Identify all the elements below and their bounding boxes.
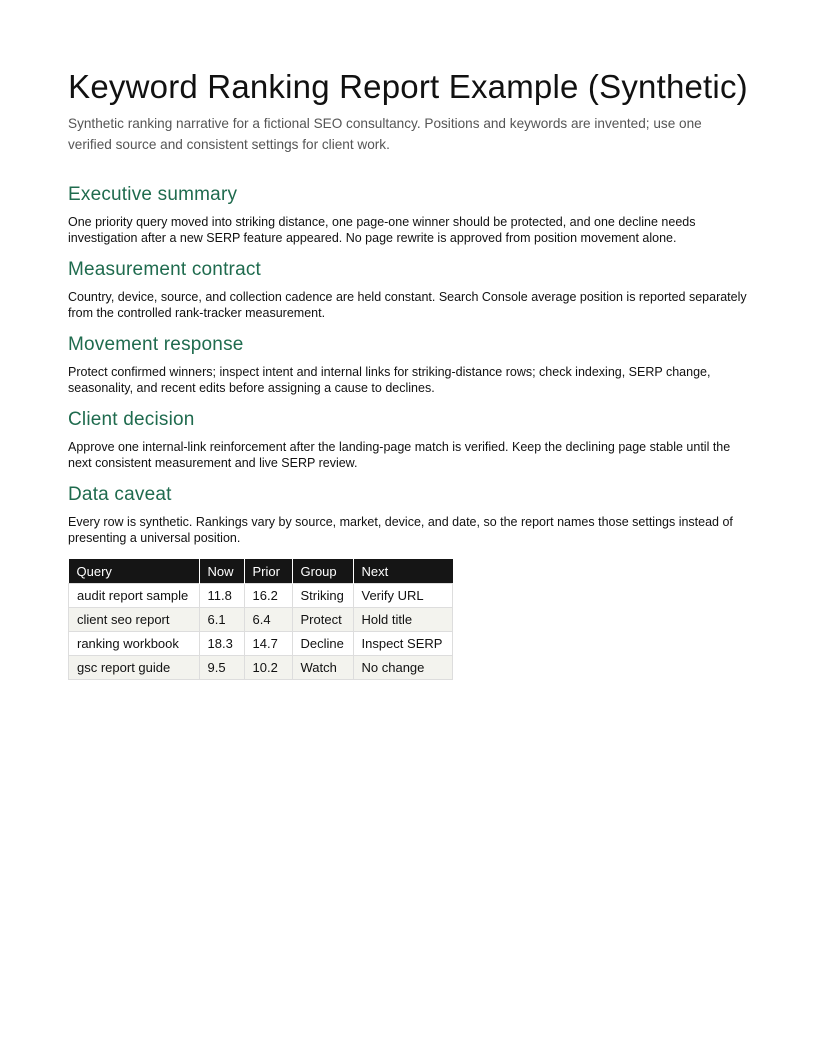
- cell-query: audit report sample: [69, 584, 200, 608]
- table-row: [69, 656, 453, 680]
- cell-next: Verify URL: [353, 584, 453, 608]
- page-subtitle: Synthetic ranking narrative for a fictional SEO consultancy. Positions and keywords are invented; use one verified source and consistent settings for client work.: [68, 116, 702, 152]
- table-row: [69, 608, 453, 632]
- report-page: [68, 68, 748, 680]
- cell-prior: 16.2: [244, 584, 292, 608]
- section-client-decision: [68, 409, 748, 471]
- cell-next: No change: [353, 656, 453, 680]
- section-movement-response: [68, 334, 748, 396]
- cell-now: 6.1: [199, 608, 244, 632]
- section-body: Every row is synthetic. Rankings vary by source, market, device, and date, so the report names those settings instead of presenting a universal position.: [68, 515, 733, 545]
- table-row: [69, 584, 453, 608]
- section-body: Protect confirmed winners; inspect intent and internal links for striking-distance rows; check indexing, SERP change, seasonality, and recent edits before assigning a cause to declines.: [68, 365, 711, 395]
- section-body: Approve one internal-link reinforcement after the landing-page match is verified. Keep the declining page stable until the next consistent measurement and live SERP review.: [68, 440, 731, 470]
- section-heading: Client decision: [68, 409, 195, 430]
- section-heading: Movement response: [68, 334, 244, 355]
- section-body: One priority query moved into striking distance, one page-one winner should be protected, and one decline needs investigation after a new SERP feature appeared. No page rewrite is approved from position movement alone.: [68, 215, 696, 245]
- cell-group: Decline: [292, 632, 353, 656]
- section-measurement-contract: [68, 259, 748, 321]
- cell-prior: 6.4: [244, 608, 292, 632]
- table-header-row: [69, 559, 453, 584]
- section-executive-summary: [68, 184, 748, 246]
- cell-query: gsc report guide: [69, 656, 200, 680]
- column-header-next: Next: [353, 559, 453, 584]
- section-data-caveat: [68, 484, 748, 546]
- ranking-table: [68, 559, 453, 680]
- section-heading: Measurement contract: [68, 259, 262, 280]
- column-header-prior: Prior: [244, 559, 292, 584]
- page-title: Keyword Ranking Report Example (Synthetic): [68, 68, 748, 105]
- cell-now: 9.5: [199, 656, 244, 680]
- section-body: Country, device, source, and collection cadence are held constant. Search Console average position is reported separately from the controlled rank-tracker measurement.: [68, 290, 747, 320]
- cell-prior: 14.7: [244, 632, 292, 656]
- cell-query: client seo report: [69, 608, 200, 632]
- column-header-group: Group: [292, 559, 353, 584]
- column-header-now: Now: [199, 559, 244, 584]
- cell-group: Protect: [292, 608, 353, 632]
- table-row: [69, 632, 453, 656]
- cell-now: 11.8: [199, 584, 244, 608]
- column-header-query: Query: [69, 559, 200, 584]
- cell-prior: 10.2: [244, 656, 292, 680]
- cell-group: Watch: [292, 656, 353, 680]
- cell-query: ranking workbook: [69, 632, 200, 656]
- section-heading: Data caveat: [68, 484, 172, 505]
- cell-next: Inspect SERP: [353, 632, 453, 656]
- cell-group: Striking: [292, 584, 353, 608]
- cell-next: Hold title: [353, 608, 453, 632]
- cell-now: 18.3: [199, 632, 244, 656]
- section-heading: Executive summary: [68, 184, 238, 205]
